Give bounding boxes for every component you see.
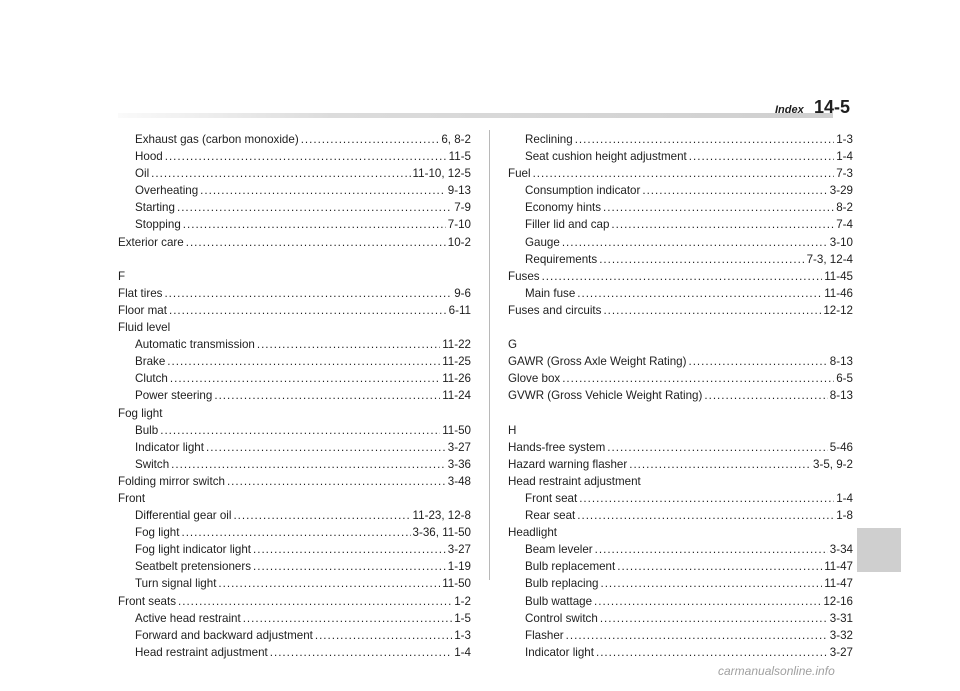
index-entry <box>508 268 853 285</box>
page-reference: 3-36, 11-50 <box>412 526 471 540</box>
index-term: Differential gear oil <box>135 509 232 523</box>
index-term: Overheating <box>135 184 199 198</box>
index-subentry <box>118 336 471 353</box>
page-reference: 3-10 <box>829 235 853 249</box>
index-entry <box>118 302 471 319</box>
index-term: Bulb <box>135 423 159 437</box>
index-term: Hands-free system <box>508 440 606 454</box>
dot-leader <box>542 268 823 285</box>
page-reference: 11-46 <box>824 286 853 300</box>
index-term: Folding mirror switch <box>118 474 225 488</box>
dot-leader <box>183 216 446 233</box>
dot-leader <box>562 370 834 387</box>
index-subentry <box>508 575 853 592</box>
dot-leader <box>233 507 410 524</box>
dot-leader <box>218 575 440 592</box>
index-term: Main fuse <box>525 286 576 300</box>
index-subentry <box>118 131 471 148</box>
index-term: Control switch <box>525 611 598 625</box>
dot-leader <box>301 131 440 148</box>
page-reference: 11-47 <box>824 577 853 591</box>
index-subentry <box>118 165 471 182</box>
index-subentry <box>118 541 471 558</box>
dot-leader <box>315 627 452 644</box>
index-subentry <box>118 575 471 592</box>
index-letter-heading: F <box>118 269 126 283</box>
index-term: Turn signal light <box>135 577 217 591</box>
dot-leader <box>642 182 827 199</box>
page-reference: 5-46 <box>829 440 853 454</box>
page-reference: 3-32 <box>829 628 853 642</box>
spacer <box>508 319 853 336</box>
index-term: Economy hints <box>525 201 602 215</box>
index-entry <box>508 353 853 370</box>
index-subentry <box>508 610 853 627</box>
index-subentry <box>508 558 853 575</box>
dot-leader <box>253 541 446 558</box>
index-subentry <box>508 507 853 524</box>
dot-leader <box>270 644 452 661</box>
page-reference: 7-3, 12-4 <box>806 252 853 266</box>
index-term: Clutch <box>135 372 168 386</box>
dot-leader <box>566 627 828 644</box>
dot-leader <box>167 353 440 370</box>
index-term: Consumption indicator <box>525 184 641 198</box>
dot-leader <box>617 558 822 575</box>
index-heading <box>118 405 471 422</box>
dot-leader <box>151 165 410 182</box>
index-term: Stopping <box>135 218 181 232</box>
index-subentry <box>118 148 471 165</box>
index-subentry <box>118 507 471 524</box>
dot-leader <box>243 610 453 627</box>
index-subentry <box>508 199 853 216</box>
dot-leader <box>253 558 446 575</box>
index-subentry <box>508 148 853 165</box>
page-reference: 9-13 <box>447 184 471 198</box>
index-term: Automatic transmission <box>135 338 255 352</box>
index-subentry <box>118 422 471 439</box>
dot-leader <box>164 285 452 302</box>
index-term: Beam leveler <box>525 543 593 557</box>
index-heading <box>118 490 471 507</box>
page-reference: 8-13 <box>829 355 853 369</box>
dot-leader <box>607 439 827 456</box>
index-subentry <box>508 593 853 610</box>
index-subentry <box>118 610 471 627</box>
dot-leader <box>177 199 452 216</box>
page-reference: 1-4 <box>836 150 853 164</box>
page-reference: 1-3 <box>454 628 471 642</box>
page-reference: 3-36 <box>447 457 471 471</box>
index-subentry <box>508 182 853 199</box>
index-term: Head restraint adjustment <box>508 474 641 488</box>
index-term: Switch <box>135 457 170 471</box>
index-term: Reclining <box>525 133 573 146</box>
index-entry <box>508 456 853 473</box>
page-reference: 10-2 <box>447 235 471 249</box>
dot-leader <box>170 370 440 387</box>
index-subentry <box>508 490 853 507</box>
index-term: Fuel <box>508 167 531 181</box>
index-term: Exhaust gas (carbon monoxide) <box>135 133 299 146</box>
spacer <box>118 251 471 268</box>
dot-leader <box>629 456 811 473</box>
index-subentry <box>508 644 853 661</box>
page-reference: 3-5, 9-2 <box>813 457 853 471</box>
dot-leader <box>227 473 446 490</box>
index-term: Bulb replacement <box>525 560 616 574</box>
page-reference: 11-5 <box>448 150 471 164</box>
page-reference: 1-3 <box>836 133 853 146</box>
page-reference: 7-9 <box>454 201 471 215</box>
index-term: Starting <box>135 201 175 215</box>
index-term: Gauge <box>525 235 560 249</box>
page-reference: 1-4 <box>836 491 853 505</box>
dot-leader <box>704 387 827 404</box>
index-term: Indicator light <box>525 645 594 659</box>
page-reference: 6-5 <box>836 372 853 386</box>
index-heading <box>118 319 471 336</box>
index-term: Bulb replacing <box>525 577 599 591</box>
index-term: Exterior care <box>118 235 184 249</box>
index-subentry <box>118 439 471 456</box>
index-term: Fuses <box>508 269 540 283</box>
page-reference: 6, 8-2 <box>441 133 471 146</box>
index-entry <box>118 285 471 302</box>
header-rule <box>118 113 833 118</box>
index-term: Hood <box>135 150 163 164</box>
index-term: Floor mat <box>118 303 167 317</box>
index-term: Active head restraint <box>135 611 241 625</box>
dot-leader <box>595 541 828 558</box>
page-reference: 1-5 <box>454 611 471 625</box>
index-subentry <box>118 644 471 661</box>
index-entry <box>508 165 853 182</box>
index-subentry <box>118 216 471 233</box>
index-term: Head restraint adjustment <box>135 645 268 659</box>
dot-leader <box>599 251 804 268</box>
page-reference: 11-22 <box>442 338 471 352</box>
page-reference: 11-10, 12-5 <box>412 167 471 181</box>
page-reference: 3-29 <box>829 184 853 198</box>
page-reference: 1-19 <box>447 560 471 574</box>
dot-leader <box>594 593 821 610</box>
index-term: Flat tires <box>118 286 163 300</box>
index-subentry <box>508 216 853 233</box>
index-subentry <box>508 234 853 251</box>
dot-leader <box>575 131 835 148</box>
index-term: Flasher <box>525 628 564 642</box>
page-reference: 3-34 <box>829 543 853 557</box>
index-entry <box>508 302 853 319</box>
page-reference: 11-50 <box>442 423 471 437</box>
dot-leader <box>186 234 446 251</box>
page-reference: 1-8 <box>836 509 853 523</box>
dot-leader <box>600 575 822 592</box>
index-subentry <box>508 251 853 268</box>
index-term: Fluid level <box>118 321 171 335</box>
index-entry <box>508 370 853 387</box>
page-reference: 11-50 <box>442 577 471 591</box>
index-entry <box>118 234 471 251</box>
dot-leader <box>171 456 446 473</box>
index-term: Seat cushion height adjustment <box>525 150 687 164</box>
index-subentry <box>118 199 471 216</box>
index-heading <box>508 524 853 541</box>
dot-leader <box>577 285 822 302</box>
spacer <box>508 405 853 422</box>
page-reference: 11-45 <box>824 269 853 283</box>
index-term: Indicator light <box>135 440 204 454</box>
dot-leader <box>165 148 447 165</box>
index-term: GAWR (Gross Axle Weight Rating) <box>508 355 687 369</box>
dot-leader <box>600 610 828 627</box>
dot-leader <box>579 490 834 507</box>
index-term: Glove box <box>508 372 561 386</box>
index-letter-heading: G <box>508 338 518 352</box>
dot-leader <box>596 644 828 661</box>
index-term: Fog light <box>118 406 163 420</box>
index-subentry <box>508 541 853 558</box>
page-number: 14-5 <box>814 97 851 117</box>
dot-leader <box>689 148 834 165</box>
dot-leader <box>206 439 446 456</box>
index-subentry <box>118 370 471 387</box>
dot-leader <box>178 593 452 610</box>
page-reference: 7-10 <box>447 218 471 232</box>
page-reference: 7-4 <box>836 218 853 232</box>
section-title: Index <box>775 104 804 116</box>
page-reference: 11-25 <box>442 355 471 369</box>
index-subentry <box>118 456 471 473</box>
page-reference: 3-27 <box>447 440 471 454</box>
dot-leader <box>169 302 447 319</box>
dot-leader <box>611 216 834 233</box>
dot-leader <box>214 387 440 404</box>
index-term: Fuses and circuits <box>508 303 602 317</box>
index-term: Fog light <box>135 526 180 540</box>
index-subentry <box>118 387 471 404</box>
index-subentry <box>118 182 471 199</box>
page-reference: 8-2 <box>836 201 853 215</box>
page-reference: 3-27 <box>447 543 471 557</box>
index-term: Oil <box>135 167 150 181</box>
page-reference: 7-3 <box>836 167 853 181</box>
index-term: Rear seat <box>525 509 576 523</box>
index-letter-heading: H <box>508 423 517 437</box>
dot-leader <box>688 353 827 370</box>
index-entry <box>118 473 471 490</box>
page-reference: 1-2 <box>454 594 471 608</box>
index-term: Front seat <box>525 491 578 505</box>
page-reference: 6-11 <box>448 303 471 317</box>
index-subentry <box>508 627 853 644</box>
index-entry <box>508 439 853 456</box>
dot-leader <box>257 336 440 353</box>
page-reference: 11-47 <box>824 560 853 574</box>
index-term: Power steering <box>135 389 213 403</box>
dot-leader <box>160 422 440 439</box>
watermark: carmanualsonline.info <box>718 664 835 678</box>
index-term: GVWR (Gross Vehicle Weight Rating) <box>508 389 703 403</box>
index-term: Front seats <box>118 594 176 608</box>
index-term: Headlight <box>508 526 557 540</box>
page-reference: 3-48 <box>447 474 471 488</box>
page-reference: 3-27 <box>829 645 853 659</box>
page-reference: 12-12 <box>823 303 853 317</box>
index-term: Seatbelt pretensioners <box>135 560 252 574</box>
chapter-tab <box>857 528 901 572</box>
dot-leader <box>603 302 821 319</box>
index-subentry <box>118 627 471 644</box>
page-reference: 1-4 <box>454 645 471 659</box>
page-reference: 11-24 <box>442 389 471 403</box>
index-subentry <box>508 285 853 302</box>
page-reference: 3-31 <box>829 611 853 625</box>
dot-leader <box>562 234 828 251</box>
page-reference: 9-6 <box>454 286 471 300</box>
dot-leader <box>181 524 410 541</box>
column-divider <box>489 130 490 580</box>
index-term: Front <box>118 491 146 505</box>
index-heading <box>508 473 853 490</box>
index-column-left <box>118 131 471 661</box>
index-entry <box>118 593 471 610</box>
index-entry <box>508 387 853 404</box>
index-subentry <box>118 524 471 541</box>
index-term: Bulb wattage <box>525 594 593 608</box>
page-reference: 8-13 <box>829 389 853 403</box>
index-term: Brake <box>135 355 166 369</box>
page-reference: 12-16 <box>823 594 853 608</box>
index-term: Filler lid and cap <box>525 218 610 232</box>
index-subentry <box>118 558 471 575</box>
index-term: Hazard warning flasher <box>508 457 628 471</box>
index-subentry <box>508 131 853 148</box>
page-reference: 11-23, 12-8 <box>412 509 471 523</box>
dot-leader <box>577 507 834 524</box>
index-column-right <box>508 131 853 661</box>
dot-leader <box>200 182 446 199</box>
dot-leader <box>533 165 835 182</box>
index-term: Forward and backward adjustment <box>135 628 313 642</box>
dot-leader <box>603 199 834 216</box>
index-term: Requirements <box>525 252 598 266</box>
page-reference: 11-26 <box>442 372 471 386</box>
index-subentry <box>118 353 471 370</box>
index-term: Fog light indicator light <box>135 543 251 557</box>
